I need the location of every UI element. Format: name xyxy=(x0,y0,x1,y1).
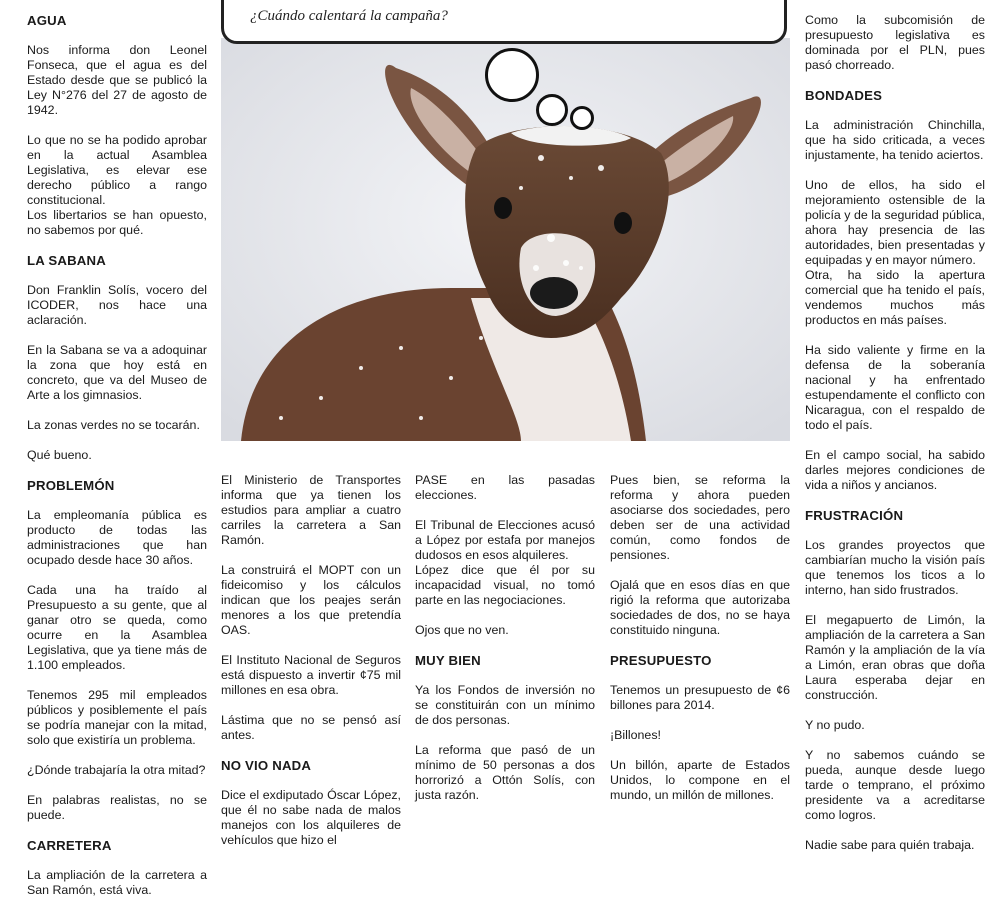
paragraph: Pues bien, se reforma la reforma y ahora pueden asociarse dos sociedades, pero deben ser de una actividad común, como fondos de pensiones. xyxy=(610,473,790,562)
paragraph: Ojalá que en esos días en que rigió la reforma que autorizaba sociedades de dos, no se haya constituido ninguna. xyxy=(610,578,790,637)
paragraph: Como la subcomisión de presupuesto legislativa es dominada por el PLN, pues pasó chorreado. xyxy=(805,13,985,72)
paragraph: El Ministerio de Transportes informa que ya tienen los estudios para ampliar a cuatro carriles la carretera a San Ramón. xyxy=(221,473,401,547)
thought-bubble-large xyxy=(485,48,539,102)
section-heading-bondades: BONDADES xyxy=(805,88,883,103)
paragraph: Cada una ha traído al Presupuesto a su gente, que al ganar otro se queda, como ocurre en la Asamblea Legislativa, que ya tiene más de 1.100 empleados. xyxy=(27,583,207,672)
paragraph: Y no sabemos cuándo se pueda, aunque desde luego tarde o temprano, el próximo presidente va a acreditarse como logros. xyxy=(805,748,985,822)
paragraph: Tenemos un presupuesto de ¢6 billones para 2014. xyxy=(610,683,790,712)
paragraph: Don Franklin Solís, vocero del ICODER, nos hace una aclaración. xyxy=(27,283,207,327)
section-heading-muy-bien: MUY BIEN xyxy=(415,653,481,668)
right-column xyxy=(805,13,985,868)
paragraph: Y no pudo. xyxy=(805,718,865,732)
paragraph: La reforma que pasó de un mínimo de 50 personas a dos horrorizó a Ottón Solís, con justa razón. xyxy=(415,743,595,802)
paragraph: Qué bueno. xyxy=(27,448,92,462)
paragraph: La empleomanía pública es producto de todas las administraciones que han ocupado desde hace 30 años. xyxy=(27,508,207,567)
paragraph: Lo que no se ha podido aprobar en la actual Asamblea Legislativa, es elevar ese derecho público a rango constitucional. xyxy=(27,133,207,207)
paragraph: Ojos que no ven. xyxy=(415,623,509,637)
paragraph: Tenemos 295 mil empleados públicos y posiblemente el país se podría manejar con la mitad, solo que existiría un problema. xyxy=(27,688,207,747)
paragraph: Nadie sabe para quién trabaja. xyxy=(805,838,975,852)
left-column xyxy=(27,13,207,913)
section-heading-presupuesto: PRESUPUESTO xyxy=(610,653,712,668)
paragraph: López dice que él por su incapacidad visual, no tomó parte en las negociaciones. xyxy=(415,563,595,607)
paragraph: Los grandes proyectos que cambiarían mucho la visión país que tenemos los ticos a lo interno, han sido frustrados. xyxy=(805,538,985,597)
paragraph: Los libertarios se han opuesto, no sabemos por qué. xyxy=(27,208,207,237)
thought-bubble-medium xyxy=(536,94,568,126)
paragraph: Ha sido valiente y firme en la defensa de la soberanía nacional y ha enfrentado estupendamente el conflicto con Nicaragua, con el respaldo de todo el país. xyxy=(805,343,985,432)
paragraph: Uno de ellos, ha sido el mejoramiento ostensible de la policía y de la seguridad pública, ahora hay presencia de las autoridades, bien presentadas y equipadas y en mayor número. xyxy=(805,178,985,267)
paragraph: La administración Chinchilla, que ha sido criticada, a veces injustamente, ha tenido aciertos. xyxy=(805,118,985,162)
paragraph: Nos informa don Leonel Fonseca, que el agua es del Estado desde que se publicó la Ley N°276 del 27 de agosto de 1942. xyxy=(27,43,207,117)
section-heading-la-sabana: LA SABANA xyxy=(27,253,106,268)
bottom-column-1 xyxy=(221,473,401,863)
paragraph: La ampliación de la carretera a San Ramón, está viva. xyxy=(27,868,207,897)
photo-caption: ¿Cuándo calentará la campaña? xyxy=(250,8,448,24)
section-heading-frustracion: FRUSTRACIÓN xyxy=(805,508,904,523)
paragraph: PASE en las pasadas elecciones. xyxy=(415,473,595,502)
bottom-column-2 xyxy=(415,473,595,818)
section-heading-problemon: PROBLEMÓN xyxy=(27,478,115,493)
paragraph: ¿Dónde trabajaría la otra mitad? xyxy=(27,763,206,777)
paragraph: En la Sabana se va a adoquinar la zona que hoy está en concreto, que va del Museo de Arte a los gimnasios. xyxy=(27,343,207,402)
paragraph: El Tribunal de Elecciones acusó a López por estafa por manejos dudosos en esos alquileres. xyxy=(415,518,595,562)
paragraph: La construirá el MOPT con un fideicomiso y los cálculos indican que los peajes serán menores a los que pretendía OAS. xyxy=(221,563,401,637)
section-heading-no-vio-nada: NO VIO NADA xyxy=(221,758,312,773)
paragraph: Ya los Fondos de inversión no se constituirán con un mínimo de dos personas. xyxy=(415,683,595,727)
paragraph: Un billón, aparte de Estados Unidos, lo compone en el mundo, un millón de millones. xyxy=(610,758,790,802)
paragraph: ¡Billones! xyxy=(610,728,661,742)
section-heading-carretera: CARRETERA xyxy=(27,838,112,853)
thought-bubble-small xyxy=(570,106,594,130)
paragraph: El megapuerto de Limón, la ampliación de la carretera a San Ramón y la ampliación de la vía a Limón, eran obras que doña Laura esperaba dejar en construcción. xyxy=(805,613,985,702)
paragraph: En el campo social, ha sabido darles mejores condiciones de vida a niños y ancianos. xyxy=(805,448,985,492)
paragraph: En palabras realistas, no se puede. xyxy=(27,793,207,822)
paragraph: Lástima que no se pensó así antes. xyxy=(221,713,401,742)
paragraph: Dice el exdiputado Óscar López, que él no sabe nada de malos manejos con los alquileres de vehículos que hizo el xyxy=(221,788,401,847)
bottom-column-3 xyxy=(610,473,790,818)
paragraph: Otra, ha sido la apertura comercial que ha tenido el país, vendemos muchos más productos en más países. xyxy=(805,268,985,327)
paragraph: La zonas verdes no se tocarán. xyxy=(27,418,200,432)
paragraph: El Instituto Nacional de Seguros está dispuesto a invertir ¢75 mil millones en esa obra. xyxy=(221,653,401,697)
section-heading-agua: AGUA xyxy=(27,13,67,28)
